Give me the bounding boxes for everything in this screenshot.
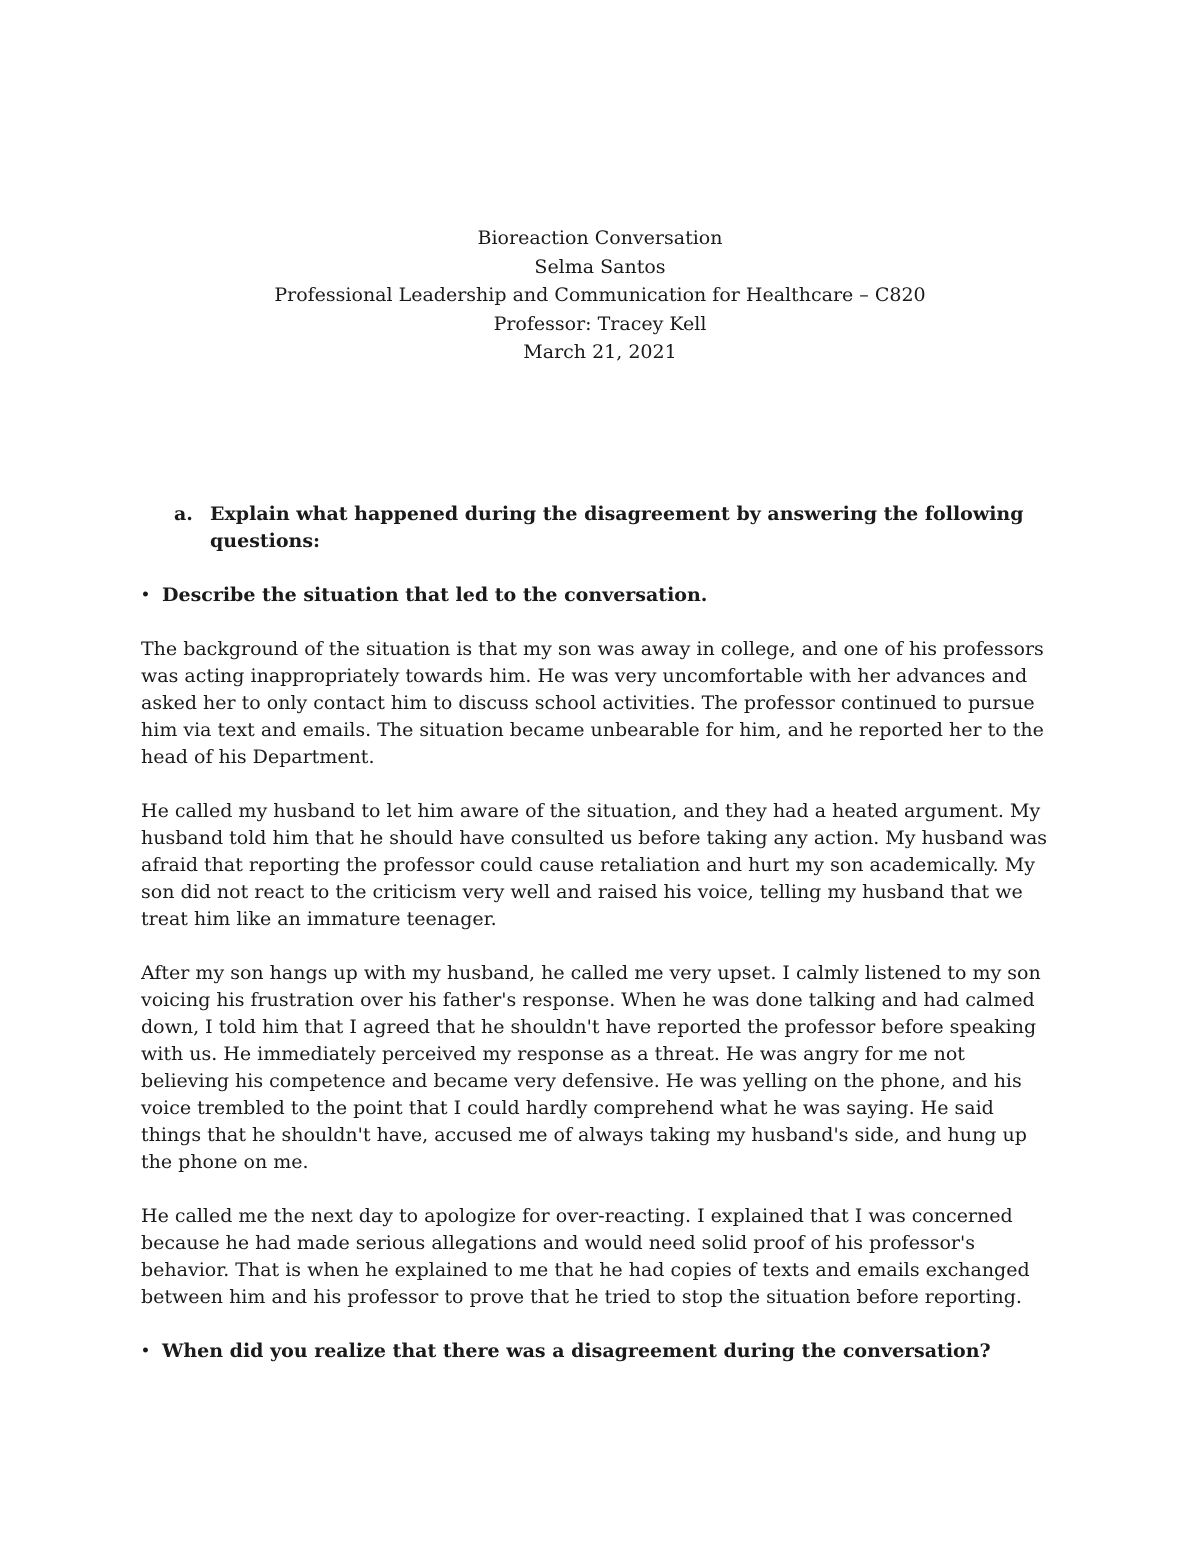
document-title: Bioreaction Conversation <box>477 227 723 249</box>
paragraph-next-day: He called me the next day to apologize for over-reacting. I explained that I was concerned because he had made serious allegations and would need solid proof of his professor's behavior. That is when he explained to me that he had copies of texts and emails exchanged between him and his professor to prove that he tried to stop the situation before reporting. <box>141 1205 1030 1308</box>
question-heading <box>141 501 1056 555</box>
course-name: Professional Leadership and Communication for Healthcare – C820 <box>274 284 926 306</box>
bullet-text: Describe the situation that led to the conversation. <box>162 584 708 606</box>
paragraph-background: The background of the situation is that my son was away in college, and one of his professors was acting inappropriately towards him. He was very uncomfortable with her advances and asked her to only contact him to discuss school activities. The professor continued to pursue him via text and emails. The situation became unbearable for him, and he reported her to the head of his Department. <box>141 638 1044 768</box>
bullet-icon: • <box>141 1343 150 1359</box>
document-date: March 21, 2021 <box>523 341 677 363</box>
paragraph-son-call: After my son hangs up with my husband, he called me very upset. I calmly listened to my son voicing his frustration over his father's response. When he was done talking and had calmed down, I told him that I agreed that he shouldn't have reported the professor before speaking with us. He immediately perceived my response as a threat. He was angry for me not believing his competence and became very defensive. He was yelling on the phone, and his voice trembled to the point that I could hardly comprehend what he was saying. He said things that he shouldn't have, accused me of always taking my husband's side, and hung up the phone on me. <box>141 962 1041 1173</box>
bullet-text: When did you realize that there was a disagreement during the conversation? <box>162 1340 991 1362</box>
bullet-icon: • <box>141 587 150 603</box>
professor-name: Professor: Tracey Kell <box>493 312 707 335</box>
paragraph-husband-call: He called my husband to let him aware of the situation, and they had a heated argument. My husband told him that he should have consulted us before taking any action. My husband was afraid that reporting the professor could cause retaliation and hurt my son academically. My son did not react to the criticism very well and raised his voice, telling my husband that we treat him like an immature teenager. <box>141 800 1048 930</box>
title-block <box>0 224 1200 367</box>
document-body <box>141 501 1056 1365</box>
question-letter: a. <box>174 503 193 525</box>
author-name: Selma Santos <box>534 255 666 278</box>
bullet-heading-situation <box>141 582 1056 609</box>
bullet-heading-disagreement <box>141 1338 1056 1365</box>
question-text: Explain what happened during the disagreement by answering the following questions: <box>210 503 1024 552</box>
